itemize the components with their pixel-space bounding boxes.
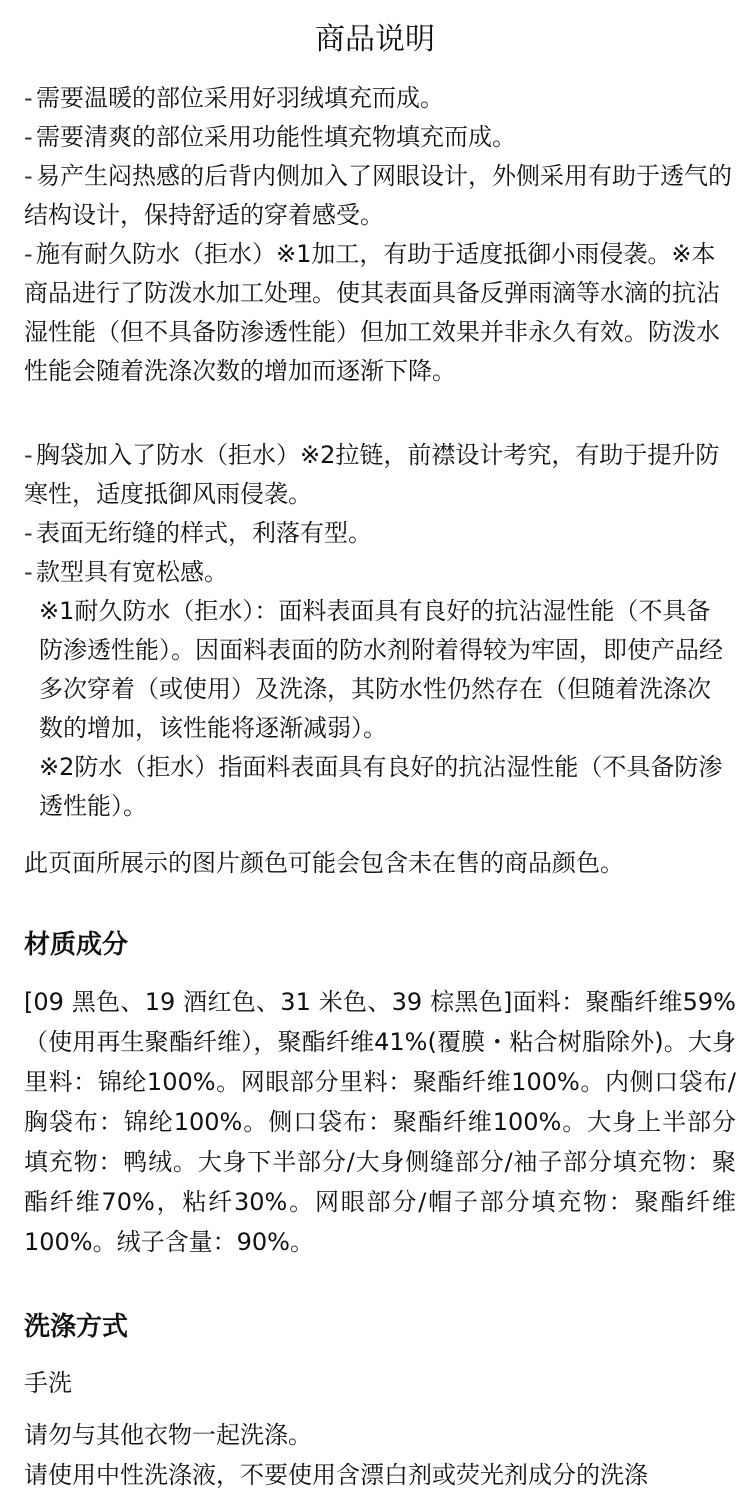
description-item: - 需要清爽的部位采用功能性填充物填充而成。 xyxy=(24,118,734,157)
footnote-1: ※1耐久防水（拒水）：面料表面具有良好的抗沾湿性能（不具备防渗透性能）。因面料表面的防水剂附着得较为牢固，即使产品经多次穿着（或使用）及洗涤，其防水性仍然存在（但随着洗涤次数的增加，该性能将逐渐减弱）。 xyxy=(39,597,723,742)
bullet-dash-icon: - xyxy=(24,240,33,268)
description-item: - 表面无绗缝的样式，利落有型。 xyxy=(24,514,734,553)
description-item: - 施有耐久防水（拒水）※1加工，有助于适度抵御小雨侵袭。※本商品进行了防泼水加工处理。使其表面具备反弹雨滴等水滴的抗沾湿性能（但不具备防渗透性能）但加工效果并非永久有效。防泼水性能会随着洗涤次数的增加而逐渐下降。 xyxy=(24,235,734,391)
bullet-dash-icon: - xyxy=(24,162,33,190)
color-notice: 此页面所展示的图片颜色可能会包含未在售的商品颜色。 xyxy=(24,849,624,877)
product-description-list xyxy=(24,79,734,826)
description-item: - 易产生闷热感的后背内侧加入了网眼设计，外侧采用有助于透气的结构设计，保持舒适的穿着感受。 xyxy=(24,157,734,235)
bullet-dash-icon: - xyxy=(24,558,33,586)
description-item: - 款型具有宽松感。 xyxy=(24,553,734,592)
bullet-dash-icon: - xyxy=(24,441,33,469)
page-title: 商品说明 xyxy=(315,22,435,57)
washing-instructions xyxy=(24,1363,736,1495)
bullet-dash-icon: - xyxy=(24,84,33,112)
washing-method: 手洗 xyxy=(24,1369,72,1397)
washing-line: 请使用中性洗涤液，不要使用含漂白剂或荧光剂成分的洗涤 xyxy=(24,1461,648,1489)
washing-heading: 洗涤方式 xyxy=(24,1312,129,1342)
bullet-dash-icon: - xyxy=(24,519,33,547)
bullet-dash-icon: - xyxy=(24,123,33,151)
description-item: - 需要温暖的部位采用好羽绒填充而成。 xyxy=(24,79,734,118)
footnote-2: ※2防水（拒水）指面料表面具有良好的抗沾湿性能（不具备防渗透性能）。 xyxy=(39,753,723,820)
description-item: - 胸袋加入了防水（拒水）※2拉链，前襟设计考究，有助于提升防寒性，适度抵御风雨侵袭。 xyxy=(24,436,734,514)
material-composition: [09 黑色、19 酒红色、31 米色、39 棕黑色]面料：聚酯纤维59%（使用再生聚酯纤维），聚酯纤维41%(覆膜・粘合树脂除外)。大身里料：锦纶100%。网眼部分里料：聚酯纤维100%。内侧口袋布/胸袋布：锦纶100%。侧口袋布：聚酯纤维100%。大身上半部分填充物：鸭绒。大身下半部分/大身侧缝部分/袖子部分填充物：聚酯纤维70%，粘纤30%。网眼部分/帽子部分填充物：聚酯纤维100%。绒子含量：90%。 xyxy=(24,988,736,1256)
section-gap xyxy=(24,391,734,436)
washing-line: 请勿与其他衣物一起洗涤。 xyxy=(24,1421,312,1449)
material-heading: 材质成分 xyxy=(24,930,129,960)
